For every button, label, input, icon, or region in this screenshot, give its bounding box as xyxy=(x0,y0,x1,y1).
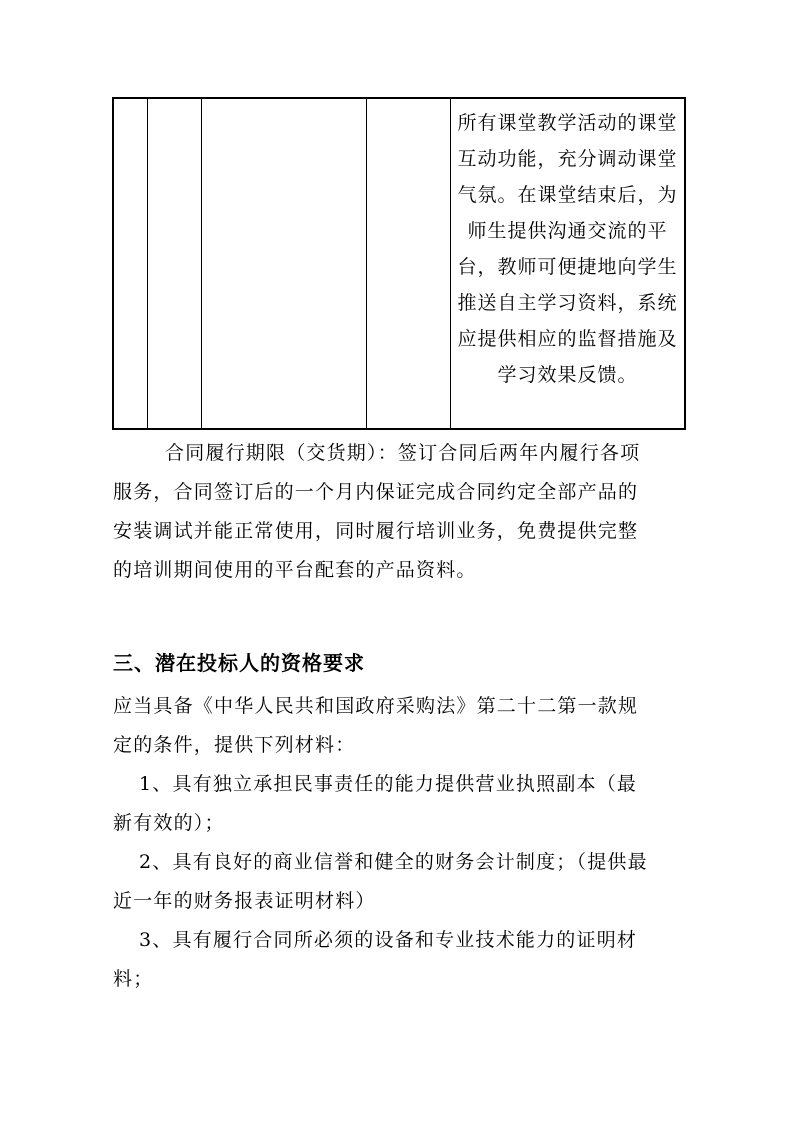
cell-line: 师生提供沟通交流的平 xyxy=(467,220,668,242)
paragraph-line: 安装调试并能正常使用，同时履行培训业务，免费提供完整 xyxy=(113,520,639,542)
table-col-1 xyxy=(114,99,148,428)
requirement-item-3-cont: 料； xyxy=(113,968,154,990)
requirement-item-1-cont: 新有效的）； xyxy=(113,812,225,834)
requirement-item-3: 3、具有履行合同所必须的设备和专业技术能力的证明材 xyxy=(139,929,638,951)
cell-line: 推送自主学习资料，系统 xyxy=(457,292,678,314)
paragraph-line: 的培训期间使用的平台配套的产品资料。 xyxy=(113,559,477,581)
requirement-item-2-cont: 近一年的财务报表证明材料） xyxy=(113,890,376,912)
cell-line: 气氛。在课堂结束后，为 xyxy=(457,184,678,206)
requirements-table xyxy=(112,97,686,430)
cell-line: 应提供相应的监督措施及 xyxy=(457,328,678,350)
cell-line: 台，教师可便捷地向学生 xyxy=(457,256,678,278)
intro-line: 应当具备《中华人民共和国政府采购法》第二十二第一款规 xyxy=(113,695,639,717)
table-cell-description xyxy=(451,99,684,393)
section-heading: 三、潜在投标人的资格要求 xyxy=(113,651,365,675)
table-col-2 xyxy=(148,99,202,428)
paragraph-line: 服务，合同签订后的一个月内保证完成合同约定全部产品的 xyxy=(113,481,639,503)
requirement-item-2: 2、具有良好的商业信誉和健全的财务会计制度；（提供最 xyxy=(139,851,648,873)
table-col-4 xyxy=(367,99,451,428)
table-col-3 xyxy=(202,99,367,428)
intro-line: 定的条件，提供下列材料： xyxy=(113,734,356,756)
qualification-requirements xyxy=(113,687,693,999)
paragraph-line: 合同履行期限（交货期）：签订合同后两年内履行各项 xyxy=(165,442,641,464)
cell-line: 互动功能，充分调动课堂 xyxy=(457,148,678,170)
table-col-5 xyxy=(451,99,684,428)
requirement-item-1: 1、具有独立承担民事责任的能力提供营业执照副本（最 xyxy=(139,773,638,795)
cell-line: 所有课堂教学活动的课堂 xyxy=(457,112,678,134)
cell-line: 学习效果反馈。 xyxy=(497,364,638,386)
contract-period-paragraph xyxy=(113,434,693,590)
